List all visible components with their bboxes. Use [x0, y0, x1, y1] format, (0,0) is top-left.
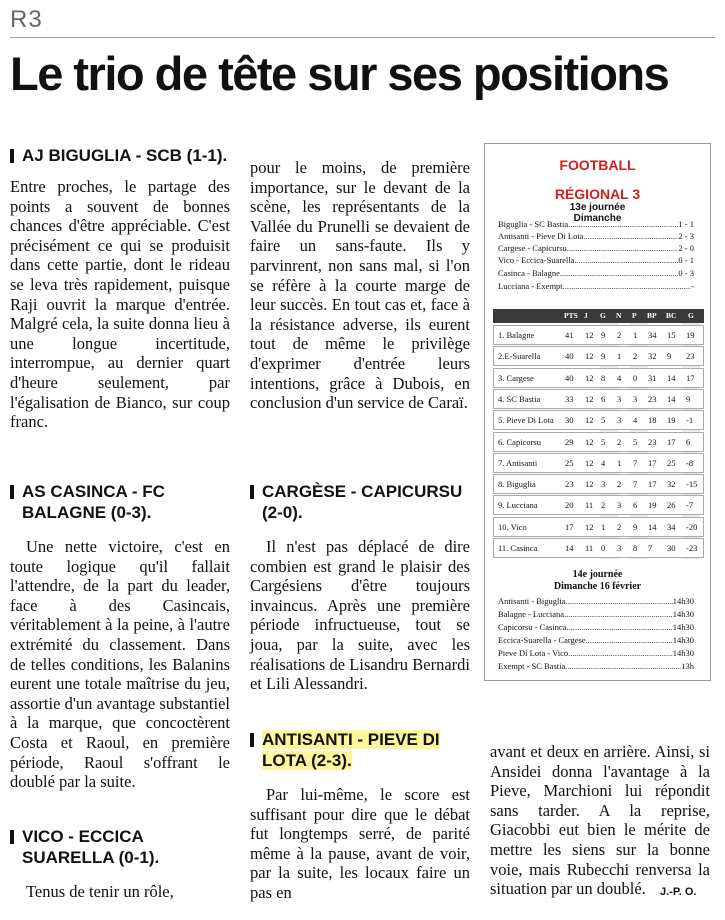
team-name: 1. Balagne [498, 330, 535, 340]
article-text: Il n'est pas déplacé de dire combien est grand le plaisir des Cargésiens d'être toujours invaincus. Après une première période infructueuse, tout se joua, par la suite, avec les réalisations de Lisandru Bernardi et Lili Alessandri. [250, 537, 470, 694]
team-name: 3. Cargese [498, 372, 534, 383]
fixture-line: Capicorsu - Casinca ..... 14h30 [498, 622, 694, 632]
stat-cell: 9 [601, 351, 606, 362]
result-line: Antisanti - Pieve Di Lota ..... 2 - 3 [498, 231, 694, 241]
fixture-line: Balagne - Lucciana ..... 14h30 [498, 609, 694, 619]
stat-cell: 23 [686, 351, 695, 362]
stat-cell: 25 [565, 457, 574, 468]
stat-cell: 14 [565, 543, 574, 553]
stat-cell: 3 [617, 543, 622, 553]
stat-cell: -15 [686, 479, 698, 490]
stat-cell: 20 [565, 500, 574, 511]
stat-cell: 2 [617, 330, 622, 340]
stat-cell: 19 [667, 415, 676, 426]
stat-cell: -7 [686, 500, 694, 511]
stat-cell: 19 [686, 330, 695, 340]
stat-cell: 7 [633, 479, 638, 490]
stat-cell: 9 [633, 521, 638, 532]
stat-cell: 18 [648, 415, 657, 426]
standings-row [493, 432, 704, 452]
round-13-label: 13e journée [569, 202, 626, 213]
result-line: Casinca - Balagne ..... 0 - 3 [498, 268, 694, 278]
stat-cell: 12 [585, 436, 594, 447]
stat-cell: 40 [565, 351, 574, 362]
stat-cell: 17 [686, 372, 695, 383]
stat-cell: 1 [601, 521, 606, 532]
team-name: 6. Capicorsu [498, 436, 541, 447]
stat-cell: 19 [648, 500, 657, 511]
stat-cell: 23 [565, 479, 574, 490]
article-title: AJ BIGUGLIA - SCB (1-1). [10, 145, 230, 166]
stat-cell: 23 [648, 436, 657, 447]
stat-cell: 12 [585, 479, 594, 490]
round-14-day: Dimanche 16 février [553, 581, 642, 592]
fixture-line: Pieve Di Lota - Vico ..... 14h30 [498, 648, 694, 658]
stat-cell: -20 [686, 521, 698, 532]
round-13-day: Dimanche [573, 213, 622, 224]
article-biguglia [10, 145, 230, 432]
stat-cell: 14 [667, 393, 676, 404]
stat-cell: 4 [617, 372, 622, 383]
standings-row [493, 346, 704, 366]
stat-cell: 29 [565, 436, 574, 447]
standings-row [493, 453, 704, 473]
standings-row [493, 389, 704, 409]
stat-cell: 7 [633, 457, 638, 468]
stat-cell: 6 [686, 436, 691, 447]
article-vico-continued [250, 158, 470, 413]
article-text: Par lui-même, le score est suffisant pour dire que le débat fut longtemps serré, de parité même à la pause, avant de voir, par la suite, les locaux faire un pas en [250, 785, 470, 902]
stat-cell: 26 [667, 500, 676, 511]
fixture-line: Exempt - SC Bastia ..... 13h [498, 661, 694, 671]
team-name: 8. Biguglia [498, 479, 536, 490]
article-vico [10, 826, 230, 902]
stat-cell: 34 [648, 330, 657, 340]
stat-cell: 12 [585, 393, 594, 404]
stat-cell: 12 [585, 521, 594, 532]
stat-cell: 33 [565, 393, 574, 404]
stat-cell: 32 [648, 351, 657, 362]
headline: Le trio de tête sur ses positions [10, 47, 669, 100]
team-name: 4. SC Bastia [498, 393, 541, 404]
stat-cell: 12 [585, 351, 594, 362]
stat-cell: 4 [633, 415, 638, 426]
article-title [250, 729, 470, 771]
stat-cell: 17 [667, 436, 676, 447]
standings-header: PTS J G N P BP BC G [493, 309, 704, 323]
stat-cell: 9 [686, 393, 691, 404]
stat-cell: 32 [667, 479, 676, 490]
standings-row [493, 495, 704, 515]
article-title: CARGÈSE - CAPICURSU (2-0). [250, 481, 470, 523]
stat-cell: 11 [585, 543, 594, 553]
stat-cell: 14 [667, 372, 676, 383]
team-name: 7. Antisanti [498, 457, 538, 468]
stat-cell: 1 [617, 351, 622, 362]
box-title-regional: RÉGIONAL 3 [554, 186, 641, 202]
stat-cell: 12 [585, 457, 594, 468]
stat-cell: 5 [633, 436, 638, 447]
team-name: 11. Casinca [498, 543, 538, 553]
stat-cell: 3 [633, 393, 638, 404]
stat-cell: 30 [667, 543, 676, 553]
stat-cell: 12 [585, 330, 594, 340]
stat-cell: 3 [617, 393, 622, 404]
stat-cell: 0 [601, 543, 606, 553]
stat-cell: 8 [601, 372, 606, 383]
standings-row [493, 410, 704, 430]
stat-cell: 34 [667, 521, 676, 532]
stat-cell: 1 [633, 330, 638, 340]
stat-cell: 2 [633, 351, 638, 362]
stat-cell: 3 [601, 479, 606, 490]
stat-cell: 5 [601, 415, 606, 426]
stat-cell: 8 [633, 543, 638, 553]
article-text: Une nette victoire, c'est en toute logique qu'il fallait l'attendre, de la part du leader, face à des Casincais, véritablement à la peine, à l'autre extrémité du classement. Dans de telles conditions, les Balanins eurent une totale maîtrise du jeu, assortie d'un avantage substantiel à la marque, que concoctèrent Costa et Raoul, en première période, Raoul s'offrant le doublé par la suite. [10, 537, 230, 792]
stat-cell: 30 [565, 415, 574, 426]
team-name: 10. Vico [498, 521, 527, 532]
article-antisanti [250, 729, 470, 903]
stat-cell: 4 [601, 457, 606, 468]
stat-cell: 9 [601, 330, 606, 340]
box-title-football: FOOTBALL [559, 157, 636, 173]
highlighted-title: ANTISANTI - PIEVE DI LOTA (2-3). [262, 730, 440, 770]
signature: J.-P. O. [660, 886, 697, 898]
stat-cell: 5 [601, 436, 606, 447]
stat-cell: 12 [585, 372, 594, 383]
standings-row [493, 517, 704, 537]
article-title: VICO - ECCICA SUARELLA (0-1). [10, 826, 230, 868]
top-rule [10, 37, 715, 38]
result-line: Cargese - Capicursu ..... 2 - 0 [498, 243, 694, 253]
stat-cell: 2 [617, 479, 622, 490]
result-line: Lucciana - Exempt ..... - [498, 281, 694, 291]
stat-cell: 25 [667, 457, 676, 468]
stat-cell: 6 [601, 393, 606, 404]
fixture-line: Eccica-Suarella - Cargese ..... 14h30 [498, 635, 694, 645]
stat-cell: 3 [617, 415, 622, 426]
stat-cell: 6 [633, 500, 638, 511]
result-line: Vico - Eccica-Suarella ..... 0 - 1 [498, 255, 694, 265]
stat-cell: 12 [585, 415, 594, 426]
result-line: Biguglia - SC Bastia ..... 1 - 1 [498, 219, 694, 229]
article-text: avant et deux en arrière. Ainsi, si Ansidei donna l'avantage à la Pieve, Marchioni lui répondit sans tarder. A la reprise, Giacobbi eut bien le mérite de mettre les siens sur la bonne voie, mais Rubecchi renversa la situation par un doublé. [490, 742, 710, 899]
article-cargese [250, 481, 470, 694]
stat-cell: -8 [686, 457, 694, 468]
stat-cell: 15 [667, 330, 676, 340]
stat-cell: 31 [648, 372, 657, 383]
team-name: 2.E-Suarella [498, 351, 541, 362]
stat-cell: -23 [686, 543, 698, 553]
article-antisanti-continued [490, 742, 710, 899]
round-14-label: 14e journée [572, 569, 623, 580]
stat-cell: 17 [648, 457, 657, 468]
team-name: 9. Lucciana [498, 500, 538, 511]
standings-row [493, 538, 704, 558]
stat-cell: 14 [648, 521, 657, 532]
team-name: 5. Pieve Di Lota [498, 415, 554, 426]
stat-cell: 2 [601, 500, 606, 511]
article-text: Tenus de tenir un rôle, [26, 882, 174, 901]
standings-row [493, 325, 704, 345]
standings-row [493, 474, 704, 494]
stat-cell: 1 [617, 457, 622, 468]
section-tag: R3 [10, 6, 43, 33]
stat-cell: 2 [617, 436, 622, 447]
article-text: pour le moins, de première importance, sur le devant de la scène, les représentants de la Vallée du Prunelli se devaient de faire un sans-faute. Ils y parvinrent, non sans mal, si l'on se réfère à la courte marge de leur succès. En tout cas et, face à la résistance adverse, ils eurent tout de même le privilège d'exprimer d'entrée leurs intentions, grâce à Dubois, en conclusion d'un service de Caraï. [250, 158, 470, 413]
article-text: Entre proches, le partage des points a souvent de bonnes chances d'être appréciable. C'est précisément ce qui se produisit dans cette partie, dont le rideau se leva très rapidement, puisque Raji ouvrit la marque d'entrée. Malgré cela, la suite donna lieu à une longue incertitude, interrompue, au dernier quart d'heure seulement, par l'égalisation de Bianco, sur coup franc. [10, 177, 230, 432]
stat-cell: 40 [565, 372, 574, 383]
stat-cell: 17 [565, 521, 574, 532]
stat-cell: 11 [585, 500, 594, 511]
stat-cell: 41 [565, 330, 574, 340]
stat-cell: 0 [633, 372, 638, 383]
stat-cell: 2 [617, 521, 622, 532]
stat-cell: -1 [686, 415, 694, 426]
stat-cell: 3 [617, 500, 622, 511]
stat-cell: 7 [648, 543, 653, 553]
stat-cell: 17 [648, 479, 657, 490]
stat-cell: 9 [667, 351, 672, 362]
article-casinca [10, 481, 230, 792]
stat-cell: 23 [648, 393, 657, 404]
article-title: AS CASINCA - FC BALAGNE (0-3). [10, 481, 230, 523]
fixture-line: Antisanti - Biguglia ..... 14h30 [498, 596, 694, 606]
standings-row [493, 368, 704, 388]
